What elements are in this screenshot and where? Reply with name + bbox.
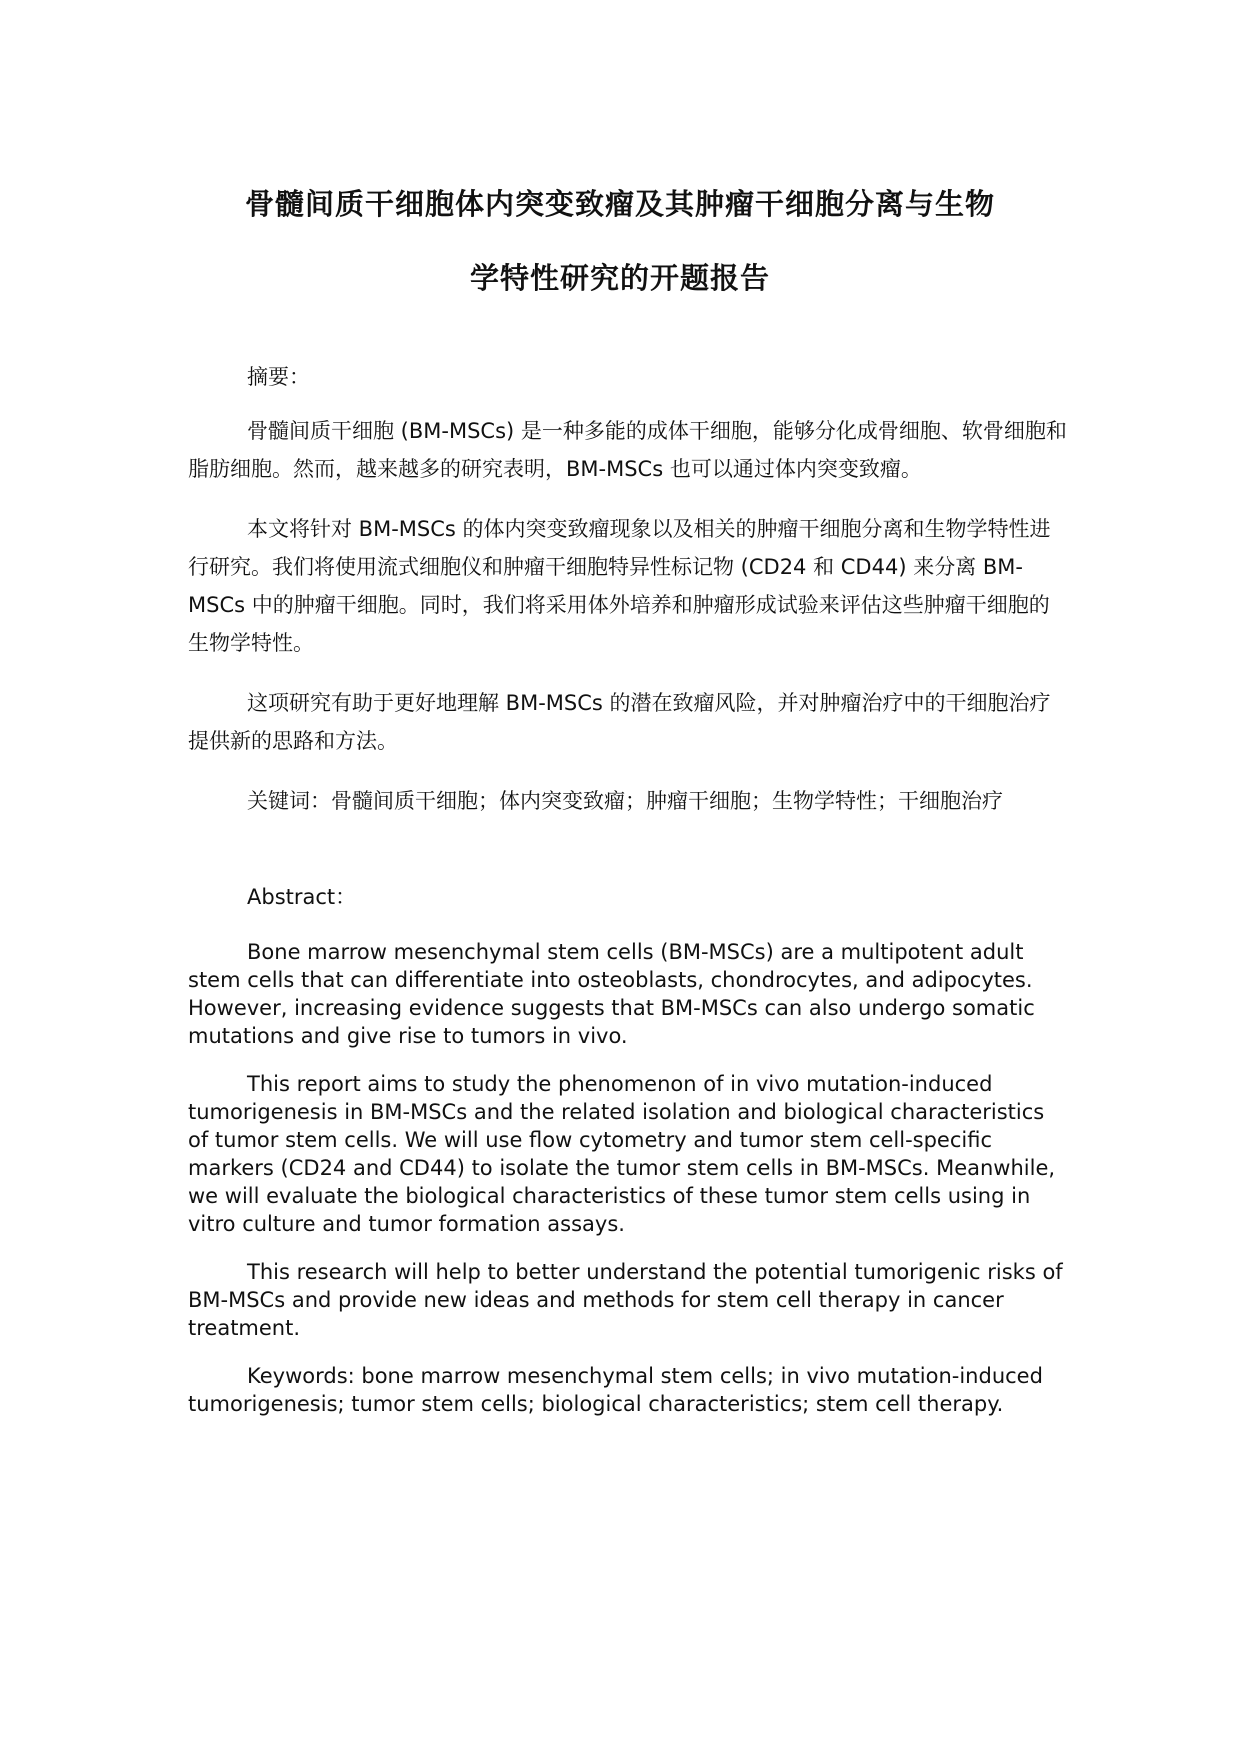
document-title-line-1: 骨髓间质干细胞体内突变致瘤及其肿瘤干细胞分离与生物	[244, 187, 995, 221]
en-paragraph-2: This report aims to study the phenomenon of in vivo mutation-induced tumorigenesis in BM-MSCs and the related isolation and biological characteristics of tumor stem cells. We will use flow cytometry and tumor stem cell-specific markers (CD24 and CD44) to isolate the tumor stem cells in BM-MSCs. Meanwhile, we will evaluate the biological characteristics of these tumor stem cells using in vitro culture and tumor formation assays.	[188, 1072, 1056, 1236]
cn-abstract-heading: 摘要：	[247, 365, 310, 389]
cn-paragraph-2: 本文将针对 BM-MSCs 的体内突变致瘤现象以及相关的肿瘤干细胞分离和生物学特性进行研究。我们将使用流式细胞仪和肿瘤干细胞特异性标记物 (CD24 和 CD44) 来分离 BM-MSCs 中的肿瘤干细胞。同时，我们将采用体外培养和肿瘤形成试验来评估这些肿瘤干细胞的生物学特性。	[188, 517, 1051, 655]
en-abstract-heading: Abstract：	[247, 885, 357, 909]
cn-paragraph-1: 骨髓间质干细胞 (BM-MSCs) 是一种多能的成体干细胞，能够分化成骨细胞、软骨细胞和脂肪细胞。然而，越来越多的研究表明，BM-MSCs 也可以通过体内突变致瘤。	[188, 419, 1067, 481]
en-keywords: Keywords: bone marrow mesenchymal stem cells; in vivo mutation-induced tumorigenesis; tumor stem cells; biological characteristics; stem cell therapy.	[188, 1364, 1043, 1416]
cn-paragraph-3: 这项研究有助于更好地理解 BM-MSCs 的潜在致瘤风险，并对肿瘤治疗中的干细胞治疗提供新的思路和方法。	[188, 691, 1051, 753]
en-paragraph-3: This research will help to better understand the potential tumorigenic risks of BM-MSCs and provide new ideas and methods for stem cell therapy in cancer treatment.	[188, 1260, 1063, 1340]
document-title-line-2: 学特性研究的开题报告	[469, 261, 770, 295]
cn-keywords: 关键词：骨髓间质干细胞；体内突变致瘤；肿瘤干细胞；生物学特性；干细胞治疗	[247, 789, 1003, 813]
en-paragraph-1: Bone marrow mesenchymal stem cells (BM-MSCs) are a multipotent adult stem cells that can differentiate into osteoblasts, chondrocytes, and adipocytes. However, increasing evidence suggests that BM-MSCs can also undergo somatic mutations and give rise to tumors in vivo.	[188, 940, 1035, 1048]
